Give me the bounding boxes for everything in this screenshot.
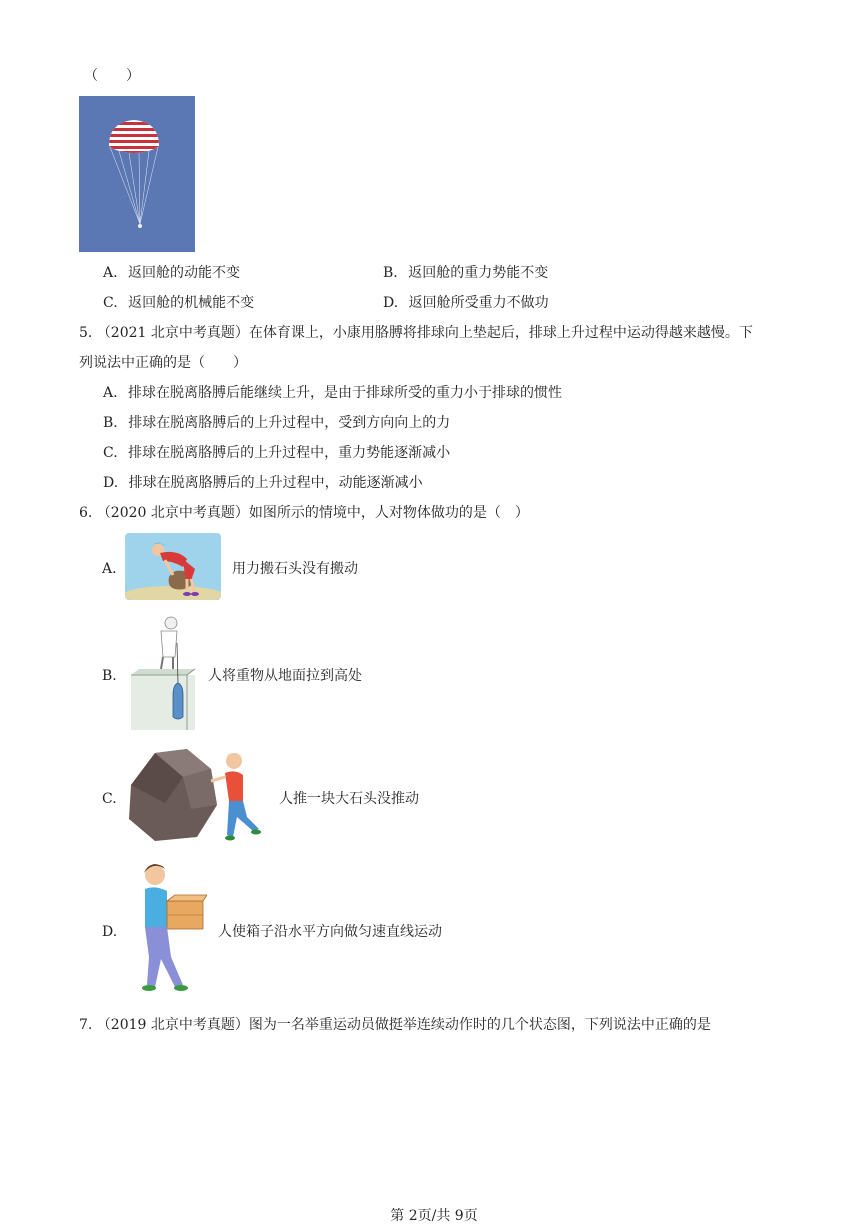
option-text: 排球在脱离胳膊后能继续上升，是由于排球所受的重力小于排球的惯性 bbox=[128, 385, 563, 401]
q5-option-b bbox=[103, 414, 450, 432]
q6-option-b-text: 人将重物从地面拉到高处 bbox=[208, 668, 362, 684]
question-stem: （2019 北京中考真题）图为一名举重运动员做挺举连续动作时的几个状态图，下列说法中正确的是 bbox=[96, 1017, 711, 1033]
q6-option-a-text: 用力搬石头没有搬动 bbox=[232, 561, 358, 577]
question-stem: （2021 北京中考真题）在体育课上，小康用胳膊将排球向上垫起后，排球上升过程中运动得越来越慢。下 bbox=[96, 325, 753, 341]
pulling-weight-image bbox=[131, 613, 195, 730]
option-label: D. bbox=[383, 295, 399, 311]
option-label: D. bbox=[103, 475, 119, 491]
option-text: 返回舱的机械能不变 bbox=[128, 295, 255, 311]
q6-option-d-text: 人使箱子沿水平方向做匀速直线运动 bbox=[218, 924, 442, 940]
page-footer: 第 2页/共 9页 bbox=[390, 1208, 478, 1224]
q4-option-a bbox=[103, 264, 240, 282]
lifting-stone-image bbox=[125, 533, 221, 600]
q7-stem bbox=[79, 1016, 711, 1034]
question-number: 6. bbox=[79, 505, 93, 521]
option-text: 排球在脱离胳膊后的上升过程中，动能逐渐减小 bbox=[128, 475, 423, 491]
q4-option-d bbox=[383, 294, 549, 312]
option-label: B. bbox=[103, 415, 118, 431]
q5-option-c bbox=[103, 444, 450, 462]
option-text: 排球在脱离胳膊后的上升过程中，受到方向向上的力 bbox=[128, 415, 451, 431]
q5-stem-line2: 列说法中正确的是（ ） bbox=[79, 355, 247, 371]
question-number: 7. bbox=[79, 1017, 93, 1033]
option-label: A. bbox=[103, 385, 118, 401]
parachute-image bbox=[79, 96, 195, 252]
q6-stem bbox=[79, 504, 529, 522]
q5-stem-line1 bbox=[79, 324, 753, 342]
pushing-rock-image bbox=[125, 747, 267, 845]
option-label: C. bbox=[103, 445, 118, 461]
q6-option-c-label: C. bbox=[102, 791, 117, 807]
option-text: 返回舱的动能不变 bbox=[128, 265, 241, 281]
option-label: C. bbox=[103, 295, 118, 311]
option-label: A. bbox=[103, 265, 118, 281]
q6-option-a-label: A. bbox=[102, 561, 117, 577]
q4-paren: （ ） bbox=[84, 68, 140, 84]
carrying-box-image bbox=[131, 861, 207, 999]
q6-option-d-label: D. bbox=[102, 924, 118, 940]
question-stem: （2020 北京中考真题）如图所示的情境中，人对物体做功的是（ ） bbox=[96, 505, 529, 521]
q4-option-b bbox=[383, 264, 548, 282]
q5-option-d bbox=[103, 474, 423, 492]
q5-option-a bbox=[103, 384, 562, 402]
option-text: 返回舱所受重力不做功 bbox=[408, 295, 549, 311]
q6-option-b-label: B. bbox=[102, 668, 117, 684]
question-number: 5. bbox=[79, 325, 93, 341]
option-text: 排球在脱离胳膊后的上升过程中，重力势能逐渐减小 bbox=[128, 445, 451, 461]
option-text: 返回舱的重力势能不变 bbox=[408, 265, 549, 281]
q4-option-c bbox=[103, 294, 254, 312]
option-label: B. bbox=[383, 265, 398, 281]
q6-option-c-text: 人推一块大石头没推动 bbox=[279, 791, 419, 807]
